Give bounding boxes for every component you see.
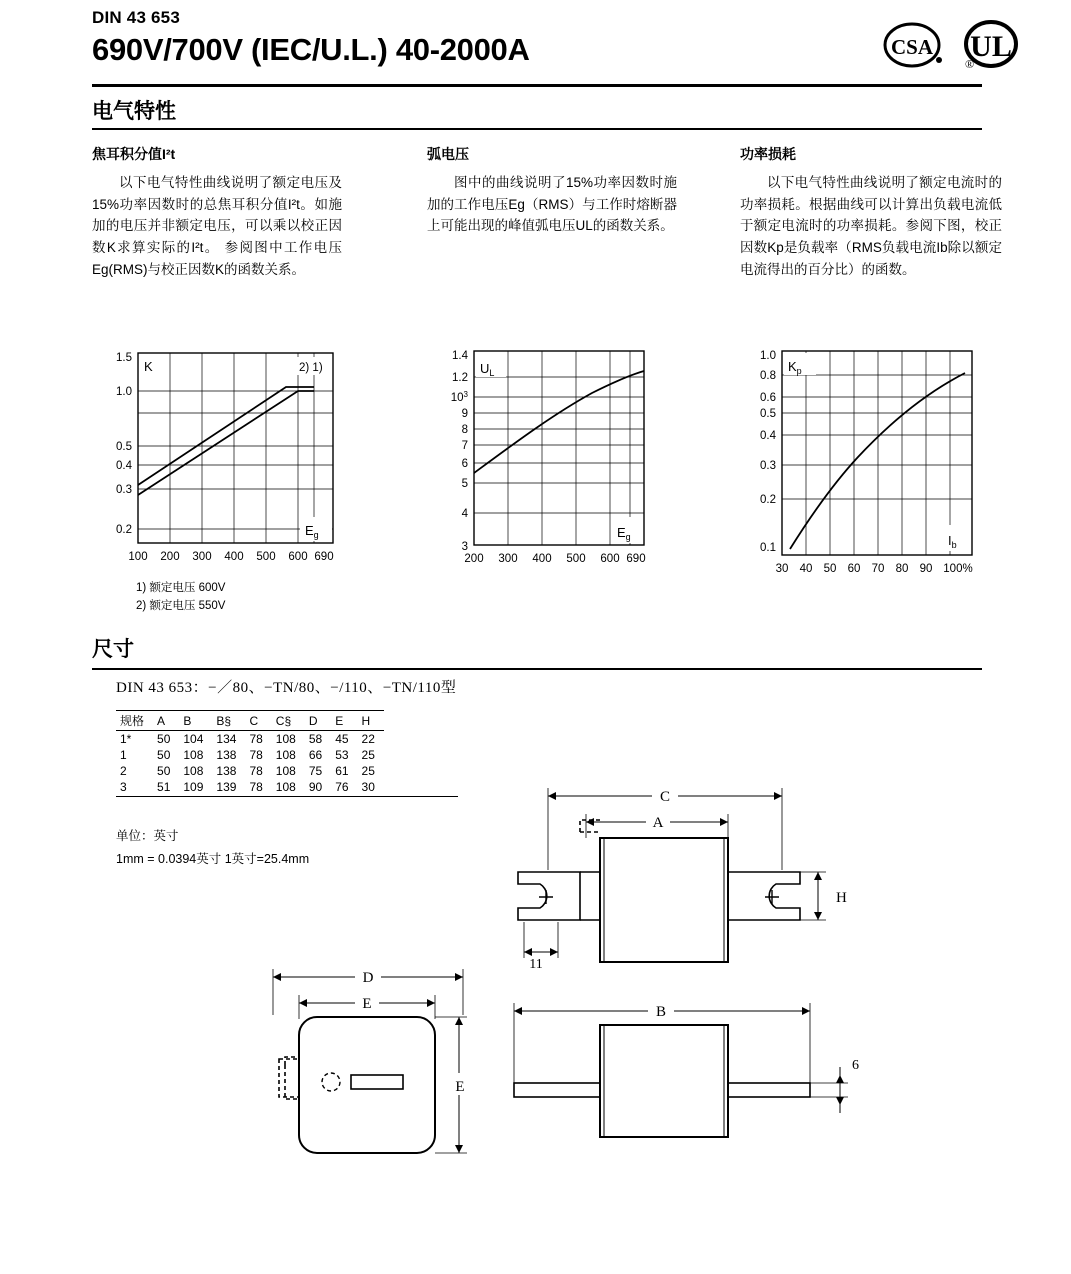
dimension-table xyxy=(116,710,384,795)
svg-text:0.8: 0.8 xyxy=(760,370,776,382)
column-arc-voltage-body: 图中的曲线说明了15%功率因数时施加的工作电压Eg（RMS）与工作时熔断器上可能出现的峰值弧电压UL的函数关系。 xyxy=(427,174,677,234)
th-4: C xyxy=(245,711,271,731)
cell: 50 xyxy=(157,732,171,746)
cell: 1* xyxy=(120,732,132,746)
table-row xyxy=(116,763,384,779)
svg-text:9: 9 xyxy=(461,408,468,420)
drawing-side-view-bottom xyxy=(500,985,890,1165)
cell: 108 xyxy=(183,748,204,762)
th-3: B§ xyxy=(212,711,245,731)
legend-item-2: 2) 额定电压 550V xyxy=(136,599,226,612)
units-line-1: 单位：英寸 xyxy=(116,829,179,843)
svg-text:600: 600 xyxy=(600,553,620,565)
svg-text:80: 80 xyxy=(895,563,909,575)
svg-text:100: 100 xyxy=(128,551,148,563)
cell: 58 xyxy=(308,732,323,746)
cell: 30 xyxy=(361,780,375,794)
svg-text:0.3: 0.3 xyxy=(760,460,776,472)
drawing-end-view xyxy=(255,955,495,1170)
svg-text:4: 4 xyxy=(461,508,468,520)
svg-text:1.5: 1.5 xyxy=(116,352,132,364)
chart-arc-voltage xyxy=(432,345,672,580)
cell: 108 xyxy=(183,764,204,778)
units-line-2: 1mm = 0.0394英寸 1英寸=25.4mm xyxy=(116,852,310,867)
drawing-side-view-top xyxy=(500,760,890,995)
dimension-heading: DIN 43 653：−／80、−TN/80、−/110、−TN/110型 xyxy=(116,680,457,696)
svg-text:0.2: 0.2 xyxy=(760,494,776,506)
svg-text:50: 50 xyxy=(823,563,837,575)
svg-text:60: 60 xyxy=(847,563,861,575)
table-row xyxy=(116,747,384,763)
svg-text:E: E xyxy=(362,996,372,1012)
legend-item-1: 1) 额定电压 600V xyxy=(136,582,226,594)
column-power-loss-heading: 功率损耗 xyxy=(740,146,796,162)
svg-text:8: 8 xyxy=(461,424,468,436)
svg-text:0.6: 0.6 xyxy=(760,392,776,404)
cell: 108 xyxy=(275,780,296,794)
svg-text:Ib: $I_b$ xyxy=(948,533,957,550)
csa-icon xyxy=(883,22,945,76)
svg-text:0.5: 0.5 xyxy=(760,408,776,420)
svg-text:70: 70 xyxy=(871,563,885,575)
svg-text:600: 600 xyxy=(288,551,308,563)
cell: 138 xyxy=(216,764,237,778)
cell: 50 xyxy=(157,764,171,778)
cell: 45 xyxy=(335,732,349,746)
table-header-row xyxy=(116,711,384,731)
svg-text:0.1: 0.1 xyxy=(760,542,776,554)
svg-text:0.4: 0.4 xyxy=(760,430,776,442)
svg-text:400: 400 xyxy=(532,553,552,565)
cell: 50 xyxy=(157,748,171,762)
svg-text:Kp: $K_p$ xyxy=(788,359,802,376)
svg-text:400: 400 xyxy=(224,551,244,563)
cell: 108 xyxy=(275,764,296,778)
svg-text:®: ® xyxy=(965,57,975,71)
column-arc-voltage-heading: 弧电压 xyxy=(427,146,469,162)
standard-number: DIN 43 653 xyxy=(92,8,180,27)
svg-text:Eg: $E_g$ xyxy=(617,525,631,542)
th-8: H xyxy=(358,711,384,731)
cell: 108 xyxy=(275,748,296,762)
svg-text:UL: $U_L$ xyxy=(480,361,495,378)
cell: 78 xyxy=(249,748,263,762)
page-header xyxy=(92,8,982,68)
th-2: B xyxy=(179,711,212,731)
svg-text:100%: 100% xyxy=(943,563,973,575)
csa-mark-icon xyxy=(883,22,945,68)
th-5: C§ xyxy=(272,711,305,731)
section-title-electrical: 电气特性 xyxy=(92,100,176,123)
cell: 139 xyxy=(216,780,237,794)
svg-text:H: H xyxy=(836,890,847,906)
cell: 66 xyxy=(308,748,323,762)
cell: 78 xyxy=(249,732,263,746)
svg-text:11: 11 xyxy=(529,957,543,972)
svg-text:3: 3 xyxy=(461,541,468,553)
cell: 75 xyxy=(308,764,323,778)
column-i2t xyxy=(92,143,342,281)
certification-logos xyxy=(883,20,1019,77)
section-divider-electrical xyxy=(92,128,982,130)
cell: 53 xyxy=(335,748,349,762)
svg-text:1.2: 1.2 xyxy=(452,372,468,384)
cell: 90 xyxy=(308,780,323,794)
chart-k-factor xyxy=(100,345,350,580)
th-6: D xyxy=(305,711,331,731)
svg-text:1.4: 1.4 xyxy=(452,350,468,362)
svg-text:D: D xyxy=(362,970,374,986)
svg-text:300: 300 xyxy=(192,551,212,563)
svg-text:6: 6 xyxy=(852,1058,859,1073)
svg-text:5: 5 xyxy=(461,478,468,490)
header-divider xyxy=(92,84,982,87)
column-arc-voltage xyxy=(427,143,677,237)
cell: 138 xyxy=(216,748,237,762)
column-i2t-heading: 焦耳积分值I²t xyxy=(92,146,176,162)
cell: 78 xyxy=(249,764,263,778)
section-title-dimensions: 尺寸 xyxy=(92,638,134,661)
cell: 61 xyxy=(335,764,349,778)
svg-text:K: K xyxy=(144,359,153,374)
svg-text:690: 690 xyxy=(314,551,334,563)
cell: 78 xyxy=(249,780,263,794)
cell: 25 xyxy=(361,748,375,762)
svg-text:500: 500 xyxy=(256,551,276,563)
ul-mark-icon xyxy=(959,20,1019,72)
section-divider-dimensions xyxy=(92,668,982,670)
svg-text:0.4: 0.4 xyxy=(116,460,132,472)
svg-text:E: E xyxy=(455,1079,465,1095)
cell: 51 xyxy=(157,780,171,794)
svg-text:0.5: 0.5 xyxy=(116,441,132,453)
svg-text:500: 500 xyxy=(566,553,586,565)
svg-text:0.2: 0.2 xyxy=(116,524,132,536)
th-7: E xyxy=(331,711,357,731)
svg-text:200: 200 xyxy=(160,551,180,563)
table-row xyxy=(116,731,384,748)
svg-text:103: $10^3$ xyxy=(450,390,468,404)
svg-text:300: 300 xyxy=(498,553,518,565)
cell: 22 xyxy=(361,732,375,746)
chart-kp-factor xyxy=(740,345,1000,580)
svg-text:0.3: 0.3 xyxy=(116,484,132,496)
cell: 1 xyxy=(120,748,127,762)
svg-text:90: 90 xyxy=(919,563,933,575)
svg-text:CSA: CSA xyxy=(890,34,934,59)
page-title: 690V/700V (IEC/U.L.) 40-2000A xyxy=(92,32,530,67)
th-1: A xyxy=(153,711,179,731)
cell: 2 xyxy=(120,764,127,778)
cell: 25 xyxy=(361,764,375,778)
cell: 134 xyxy=(216,732,237,746)
cell: 104 xyxy=(183,732,204,746)
chart-k-factor-legend xyxy=(136,580,225,616)
cell: 109 xyxy=(183,780,204,794)
svg-text:40: 40 xyxy=(799,563,813,575)
ul-icon xyxy=(959,20,1019,77)
svg-text:Eg: $E_g$ xyxy=(305,523,319,540)
th-0: 规格 xyxy=(116,711,153,731)
svg-text:200: 200 xyxy=(464,553,484,565)
column-power-loss-body: 以下电气特性曲线说明了额定电流时的功率损耗。根据曲线可以计算出负载电流低于额定电流时的功率损耗。参阅下图，校正因数Kp是负载率（RMS负载电流Ib除以额定电流得出的百分比）的函数。 xyxy=(740,174,1002,278)
svg-text:B: B xyxy=(655,1004,667,1020)
svg-text:1.0: 1.0 xyxy=(116,386,132,398)
svg-text:7: 7 xyxy=(461,440,468,452)
svg-text:2) 1): 2) 1) xyxy=(299,362,323,374)
cell: 76 xyxy=(335,780,349,794)
svg-text:UL: UL xyxy=(970,30,1012,63)
column-power-loss xyxy=(740,143,1002,281)
cell: 3 xyxy=(120,780,127,794)
units-note xyxy=(116,825,309,871)
column-i2t-body: 以下电气特性曲线说明了额定电压及15%功率因数时的总焦耳积分值I²t。如施加的电压并非额定电压，可以乘以校正因数K求算实际的I²t。 参阅图中工作电压Eg(RMS)与校正因数K的函数关系。 xyxy=(92,174,342,278)
svg-text:C: C xyxy=(659,789,671,805)
svg-text:A: A xyxy=(652,815,664,831)
svg-text:30: 30 xyxy=(775,563,789,575)
svg-text:6: 6 xyxy=(461,458,468,470)
svg-text:1.0: 1.0 xyxy=(760,350,776,362)
cell: 108 xyxy=(275,732,296,746)
svg-text:690: 690 xyxy=(626,553,646,565)
table-bottom-rule xyxy=(116,796,458,797)
table-row xyxy=(116,779,384,795)
